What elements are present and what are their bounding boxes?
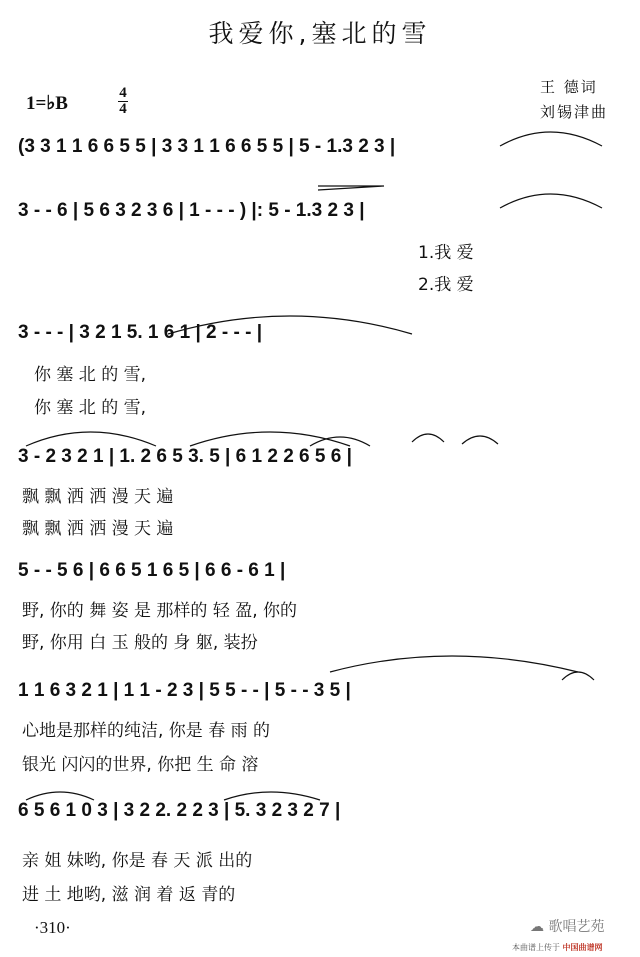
score-system-7-notes: 6 5 6 1 0 3 | 3 2 2. 2 2 3 | 5. 3 2 3 2 7 | — [18, 800, 341, 821]
score-system-6-notes: 1 1 6 3 2 1 | 1 1 - 2 3 | 5 5 - - | 5 - - 3 5 | — [18, 680, 351, 701]
score-system-4-notes: 3 - 2 3 2 1 | 1. 2 6 5 3. 5 | 6 1 2 2 6 5 6 | — [18, 446, 352, 467]
composer-credit: 刘锡津曲 — [540, 103, 609, 121]
watermark-text: 歌唱艺苑 — [548, 919, 605, 935]
score-system-2-lyric-verse2: 2.我 爱 — [418, 275, 474, 295]
score-system-5-lyric-verse1: 野, 你的 舞 姿 是 那样的 轻 盈, 你的 — [22, 601, 298, 621]
score-system-4-lyric-verse2: 飘 飘 洒 洒 漫 天 遍 — [22, 519, 174, 539]
page-number: ·310· — [34, 918, 71, 937]
score-system-7-lyric-verse1: 亲 姐 妹哟, 你是 春 天 派 出的 — [22, 851, 253, 871]
score-system-6-lyric-verse1: 心地是那样的纯洁, 你是 春 雨 的 — [22, 721, 271, 741]
score-system-2-lyric-verse1: 1.我 爱 — [418, 243, 474, 263]
score-system-4-lyric-verse1: 飘 飘 洒 洒 漫 天 遍 — [22, 487, 174, 507]
score-system-3-lyric-verse2: 你 塞 北 的 雪, — [34, 398, 147, 418]
wechat-icon: ☁ — [530, 919, 544, 935]
score-system-5-notes: 5 - - 5 6 | 6 6 5 1 6 5 | 6 6 - 6 1 | — [18, 560, 286, 581]
upload-note-text: 本曲谱上传于 — [512, 943, 560, 952]
upload-site: 中国曲谱网 — [562, 943, 603, 952]
score-system-7-lyric-verse2: 进 土 地哟, 滋 润 着 返 青的 — [22, 885, 236, 905]
score-system-5-lyric-verse2: 野, 你用 白 玉 般的 身 躯, 装扮 — [22, 633, 258, 653]
song-title: 我爱你,塞北的雪 — [208, 19, 432, 48]
lyricist-credit: 王 德词 — [540, 78, 598, 96]
time-signature-top: 4 — [119, 85, 127, 101]
time-signature-bottom: 4 — [119, 101, 127, 117]
score-system-6-lyric-verse2: 银光 闪闪的世界, 你把 生 命 溶 — [22, 755, 259, 775]
score-system-3-notes: 3 - - - | 3 2 1 5. 1 6 1 | 2 - - - | — [18, 322, 263, 343]
key-signature: 1=♭B — [26, 93, 68, 114]
score-system-3-lyric-verse1: 你 塞 北 的 雪, — [34, 365, 147, 385]
upload-note — [512, 942, 603, 953]
watermark — [530, 916, 604, 936]
score-system-2-notes: 3 - - 6 | 5 6 3 2 3 6 | 1 - - - ) |: 5 - 1.3 2 3 | — [18, 200, 365, 221]
score-system-1-notes: (3 3 1 1 6 6 5 5 | 3 3 1 1 6 6 5 5 | 5 - 1.3 2 3 | — [18, 136, 396, 157]
